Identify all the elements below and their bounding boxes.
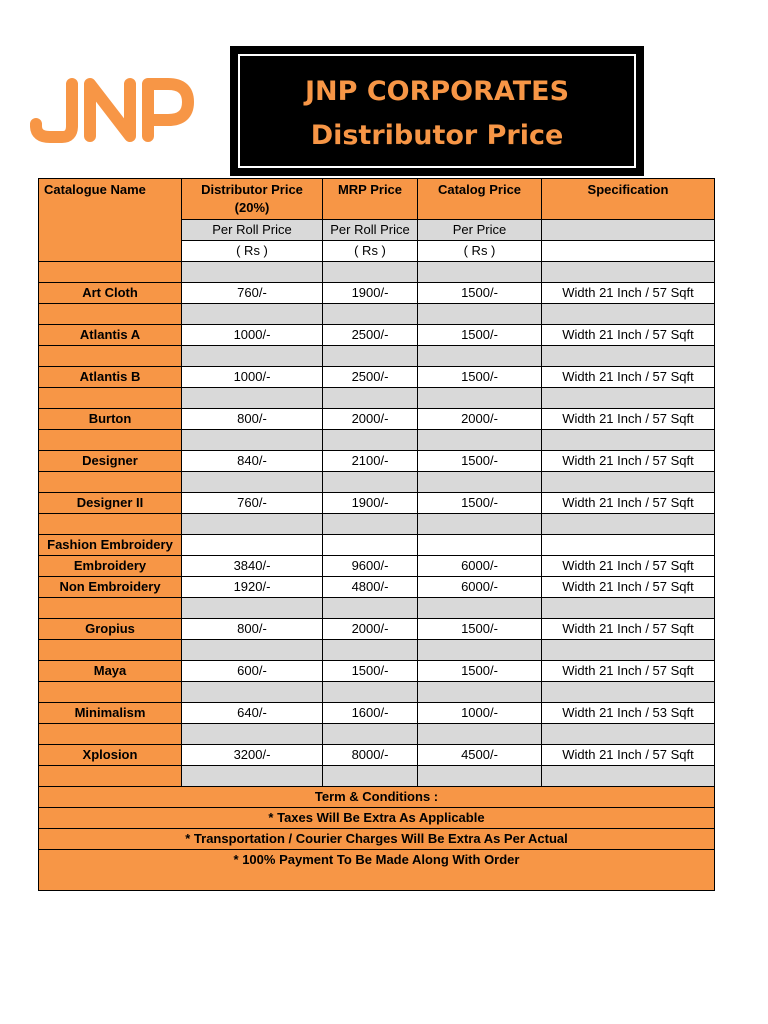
catalogue-name-cell <box>39 304 182 325</box>
catalogue-name-cell <box>39 472 182 493</box>
table-row <box>39 556 715 577</box>
distributor-price-cell <box>182 535 323 556</box>
price-rows <box>39 262 715 787</box>
mrp-price-cell: 2500/- <box>323 367 418 388</box>
catalog-basis: Per Price <box>418 220 542 241</box>
catalogue-name-cell: Minimalism <box>39 703 182 724</box>
specification-cell: Width 21 Inch / 57 Sqft <box>542 409 715 430</box>
specification-cell: Width 21 Inch / 57 Sqft <box>542 283 715 304</box>
catalogue-name-cell <box>39 514 182 535</box>
specification-cell <box>542 766 715 787</box>
catalog-price-cell <box>418 472 542 493</box>
terms-item-payment: * 100% Payment To Be Made Along With Order <box>39 850 715 891</box>
specification-cell: Width 21 Inch / 57 Sqft <box>542 451 715 472</box>
catalog-price-cell <box>418 262 542 283</box>
price-list-title: Distributor Price <box>310 120 564 151</box>
specification-cell <box>542 430 715 451</box>
spacer-row <box>39 472 715 493</box>
specification-cell <box>542 640 715 661</box>
catalogue-name-cell <box>39 598 182 619</box>
specification-cell <box>542 682 715 703</box>
catalog-price-cell: 1500/- <box>418 661 542 682</box>
catalogue-name-cell: Art Cloth <box>39 283 182 304</box>
catalog-price-cell <box>418 682 542 703</box>
spacer-row <box>39 388 715 409</box>
spec-unit <box>542 241 715 262</box>
mrp-price-cell <box>323 724 418 745</box>
mrp-price-cell: 2500/- <box>323 325 418 346</box>
spacer-row <box>39 430 715 451</box>
distributor-price-cell <box>182 640 323 661</box>
terms-row <box>39 808 715 829</box>
mrp-price-cell: 9600/- <box>323 556 418 577</box>
catalogue-name-cell <box>39 766 182 787</box>
catalogue-name-cell <box>39 682 182 703</box>
distributor-price-cell: 800/- <box>182 409 323 430</box>
spacer-row <box>39 682 715 703</box>
catalogue-name-cell <box>39 724 182 745</box>
catalogue-name-cell: Atlantis B <box>39 367 182 388</box>
terms-row <box>39 829 715 850</box>
distributor-price-cell: 640/- <box>182 703 323 724</box>
terms-row <box>39 850 715 891</box>
catalogue-name-cell: Designer II <box>39 493 182 514</box>
mrp-price-cell: 8000/- <box>323 745 418 766</box>
catalogue-name-cell: Xplosion <box>39 745 182 766</box>
distributor-price-cell <box>182 598 323 619</box>
table-row <box>39 577 715 598</box>
catalogue-name-cell: Gropius <box>39 619 182 640</box>
mrp-price-cell: 1600/- <box>323 703 418 724</box>
catalog-price-cell: 1500/- <box>418 493 542 514</box>
catalogue-name-cell: Fashion Embroidery <box>39 535 182 556</box>
catalog-price-cell: 1500/- <box>418 367 542 388</box>
terms-heading: Term & Conditions : <box>39 787 715 808</box>
catalog-price-cell <box>418 598 542 619</box>
header-mrp-price: MRP Price <box>323 179 418 220</box>
spacer-row <box>39 346 715 367</box>
table-row <box>39 535 715 556</box>
specification-cell <box>542 346 715 367</box>
specification-cell <box>542 514 715 535</box>
specification-cell: Width 21 Inch / 57 Sqft <box>542 745 715 766</box>
distributor-price-cell <box>182 304 323 325</box>
distributor-price-cell <box>182 766 323 787</box>
distributor-price-cell <box>182 346 323 367</box>
catalogue-name-cell: Maya <box>39 661 182 682</box>
distributor-price-cell: 3840/- <box>182 556 323 577</box>
terms-item-taxes: * Taxes Will Be Extra As Applicable <box>39 808 715 829</box>
catalog-price-cell: 1000/- <box>418 703 542 724</box>
spacer-row <box>39 262 715 283</box>
catalog-price-cell: 6000/- <box>418 556 542 577</box>
distributor-price-cell: 1920/- <box>182 577 323 598</box>
distributor-price-cell: 3200/- <box>182 745 323 766</box>
mrp-unit: ( Rs ) <box>323 241 418 262</box>
header-specification: Specification <box>542 179 715 220</box>
table-row <box>39 745 715 766</box>
catalogue-name-cell: Non Embroidery <box>39 577 182 598</box>
specification-cell: Width 21 Inch / 53 Sqft <box>542 703 715 724</box>
mrp-price-cell <box>323 388 418 409</box>
catalog-price-cell: 1500/- <box>418 451 542 472</box>
mrp-price-cell <box>323 766 418 787</box>
catalogue-name-cell: Atlantis A <box>39 325 182 346</box>
mrp-price-cell: 1500/- <box>323 661 418 682</box>
specification-cell <box>542 535 715 556</box>
mrp-price-cell: 1900/- <box>323 493 418 514</box>
distributor-price-cell: 760/- <box>182 493 323 514</box>
catalog-price-cell <box>418 535 542 556</box>
company-title: JNP CORPORATES <box>304 76 570 107</box>
mrp-price-cell: 2100/- <box>323 451 418 472</box>
table-row <box>39 283 715 304</box>
table-unit-row <box>39 241 715 262</box>
distributor-price-cell <box>182 514 323 535</box>
header-filler <box>39 220 182 241</box>
mrp-price-cell <box>323 514 418 535</box>
mrp-price-cell <box>323 472 418 493</box>
distributor-price-cell: 1000/- <box>182 325 323 346</box>
spacer-row <box>39 766 715 787</box>
catalogue-name-cell: Designer <box>39 451 182 472</box>
catalog-price-cell <box>418 430 542 451</box>
specification-cell <box>542 472 715 493</box>
specification-cell: Width 21 Inch / 57 Sqft <box>542 325 715 346</box>
specification-cell <box>542 388 715 409</box>
header-catalog-price: Catalog Price <box>418 179 542 220</box>
catalog-price-cell <box>418 724 542 745</box>
header-catalogue-name: Catalogue Name <box>39 179 182 220</box>
catalogue-name-cell <box>39 388 182 409</box>
catalogue-name-cell <box>39 346 182 367</box>
title-banner <box>230 46 644 176</box>
specification-cell: Width 21 Inch / 57 Sqft <box>542 577 715 598</box>
distributor-price-cell <box>182 724 323 745</box>
specification-cell: Width 21 Inch / 57 Sqft <box>542 493 715 514</box>
spacer-row <box>39 598 715 619</box>
catalog-price-cell <box>418 304 542 325</box>
distributor-price-cell: 800/- <box>182 619 323 640</box>
specification-cell: Width 21 Inch / 57 Sqft <box>542 556 715 577</box>
mrp-basis: Per Roll Price <box>323 220 418 241</box>
catalogue-name-cell: Burton <box>39 409 182 430</box>
specification-cell: Width 21 Inch / 57 Sqft <box>542 661 715 682</box>
mrp-price-cell <box>323 682 418 703</box>
terms-heading-row <box>39 787 715 808</box>
table-header-row <box>39 179 715 220</box>
table-row <box>39 409 715 430</box>
catalog-price-cell: 2000/- <box>418 409 542 430</box>
catalogue-name-cell: Embroidery <box>39 556 182 577</box>
mrp-price-cell <box>323 535 418 556</box>
catalog-price-cell <box>418 514 542 535</box>
catalogue-name-cell <box>39 430 182 451</box>
spacer-row <box>39 304 715 325</box>
catalog-price-cell <box>418 388 542 409</box>
distributor-price-cell: 840/- <box>182 451 323 472</box>
header-distributor-price: Distributor Price (20%) <box>182 179 323 220</box>
table-row <box>39 325 715 346</box>
terms-item-transport: * Transportation / Courier Charges Will Be Extra As Per Actual <box>39 829 715 850</box>
catalog-price-cell: 4500/- <box>418 745 542 766</box>
mrp-price-cell <box>323 304 418 325</box>
table-row <box>39 367 715 388</box>
distributor-price-cell <box>182 472 323 493</box>
catalogue-name-cell <box>39 640 182 661</box>
catalog-price-cell <box>418 766 542 787</box>
distributor-price-cell <box>182 682 323 703</box>
mrp-price-cell: 2000/- <box>323 409 418 430</box>
header-filler <box>39 241 182 262</box>
table-row <box>39 619 715 640</box>
table-row <box>39 703 715 724</box>
mrp-price-cell: 2000/- <box>323 619 418 640</box>
distributor-price-cell: 1000/- <box>182 367 323 388</box>
specification-cell: Width 21 Inch / 57 Sqft <box>542 619 715 640</box>
distributor-price-cell <box>182 388 323 409</box>
table-subheader-row <box>39 220 715 241</box>
price-table <box>38 178 715 891</box>
mrp-price-cell <box>323 346 418 367</box>
distributor-price-cell <box>182 430 323 451</box>
distributor-price-cell: 600/- <box>182 661 323 682</box>
specification-cell <box>542 598 715 619</box>
distributor-price-cell <box>182 262 323 283</box>
catalog-price-cell <box>418 346 542 367</box>
spacer-row <box>39 724 715 745</box>
specification-cell <box>542 724 715 745</box>
mrp-price-cell <box>323 430 418 451</box>
mrp-price-cell <box>323 262 418 283</box>
spacer-row <box>39 514 715 535</box>
mrp-price-cell <box>323 640 418 661</box>
catalog-price-cell: 1500/- <box>418 325 542 346</box>
spacer-row <box>39 640 715 661</box>
specification-cell: Width 21 Inch / 57 Sqft <box>542 367 715 388</box>
title-banner-frame <box>238 54 636 168</box>
catalogue-name-cell <box>39 262 182 283</box>
spec-basis <box>542 220 715 241</box>
catalog-price-cell <box>418 640 542 661</box>
table-row <box>39 661 715 682</box>
catalog-price-cell: 1500/- <box>418 619 542 640</box>
mrp-price-cell <box>323 598 418 619</box>
specification-cell <box>542 262 715 283</box>
distributor-unit: ( Rs ) <box>182 241 323 262</box>
mrp-price-cell: 1900/- <box>323 283 418 304</box>
table-row <box>39 451 715 472</box>
table-row <box>39 493 715 514</box>
catalog-price-cell: 1500/- <box>418 283 542 304</box>
catalog-unit: ( Rs ) <box>418 241 542 262</box>
mrp-price-cell: 4800/- <box>323 577 418 598</box>
specification-cell <box>542 304 715 325</box>
jnp-logo <box>30 76 196 144</box>
catalog-price-cell: 6000/- <box>418 577 542 598</box>
terms-section <box>39 787 715 891</box>
distributor-price-cell: 760/- <box>182 283 323 304</box>
distributor-basis: Per Roll Price <box>182 220 323 241</box>
